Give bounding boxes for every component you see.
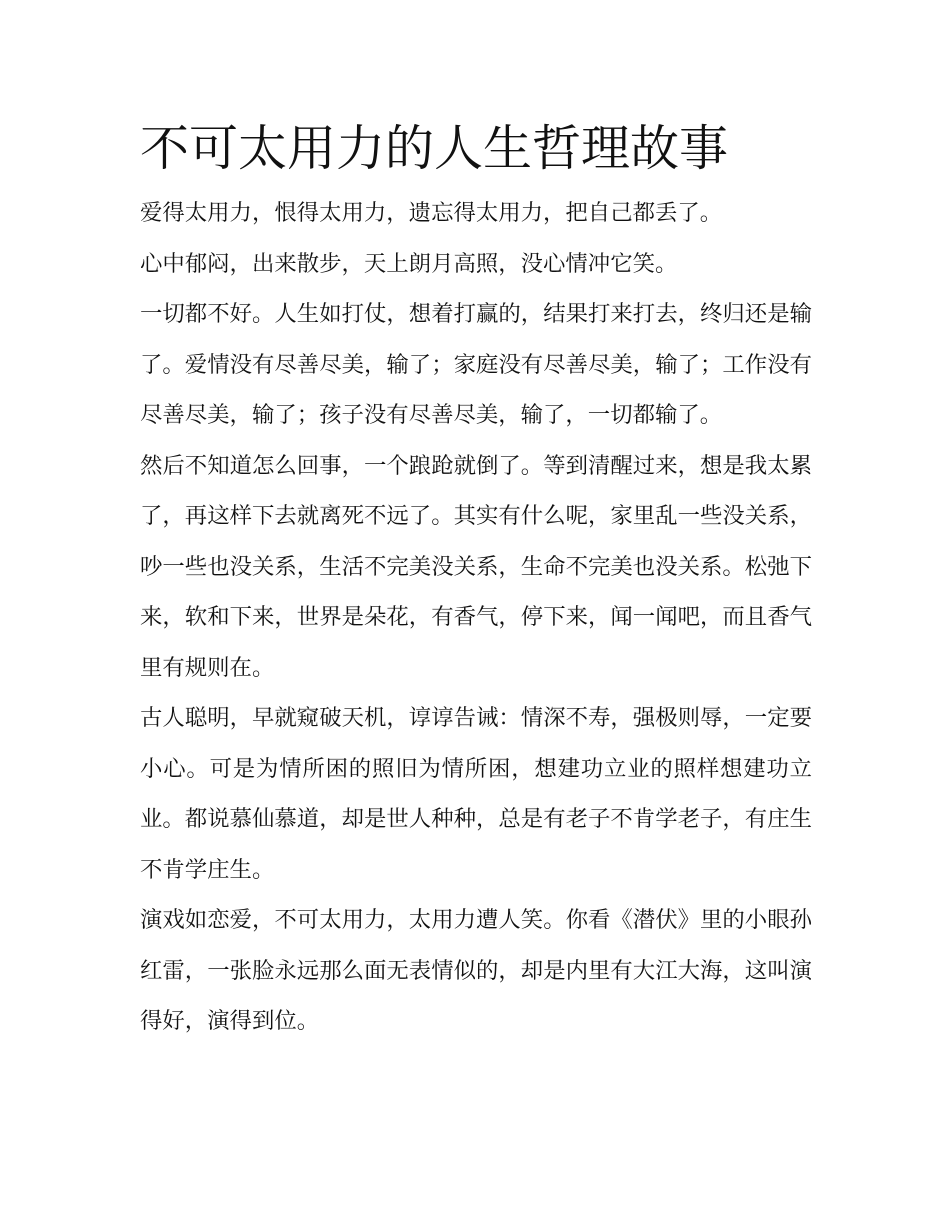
document-page (140, 118, 812, 1047)
paragraph-3: 一切都不好。人生如打仗，想着打赢的，结果打来打去，终归还是输了。爱情没有尽善尽美，输了；家庭没有尽善尽美，输了；工作没有尽善尽美，输了；孩子没有尽善尽美，输了，一切都输了。 (140, 301, 812, 428)
paragraph-1: 爱得太用力，恨得太用力，遗忘得太用力，把自己都丢了。 (140, 200, 723, 226)
paragraph-4: 然后不知道怎么回事，一个踉跄就倒了。等到清醒过来，想是我太累了，再这样下去就离死不远了。其实有什么呢，家里乱一些没关系，吵一些也没关系，生活不完美没关系，生命不完美也没关系。松弛下来，软和下来，世界是朵花，有香气，停下来，闻一闻吧，而且香气里有规则在。 (140, 452, 812, 681)
paragraph-5: 古人聪明，早就窥破天机，谆谆告诫：情深不寿，强极则辱，一定要小心。可是为情所困的照旧为情所困，想建功立业的照样想建功立业。都说慕仙慕道，却是世人种种，总是有老子不肯学老子，有庄生不肯学庄生。 (140, 705, 812, 883)
paragraph-6: 演戏如恋爱，不可太用力，太用力遭人笑。你看《潜伏》里的小眼孙红雷，一张脸永远那么面无表情似的，却是内里有大江大海，这叫演得好，演得到位。 (140, 907, 812, 1034)
paragraph-2: 心中郁闷，出来散步，天上朗月高照，没心情冲它笑。 (140, 250, 678, 277)
document-title: 不可太用力的人生哲理故事 (140, 120, 729, 177)
